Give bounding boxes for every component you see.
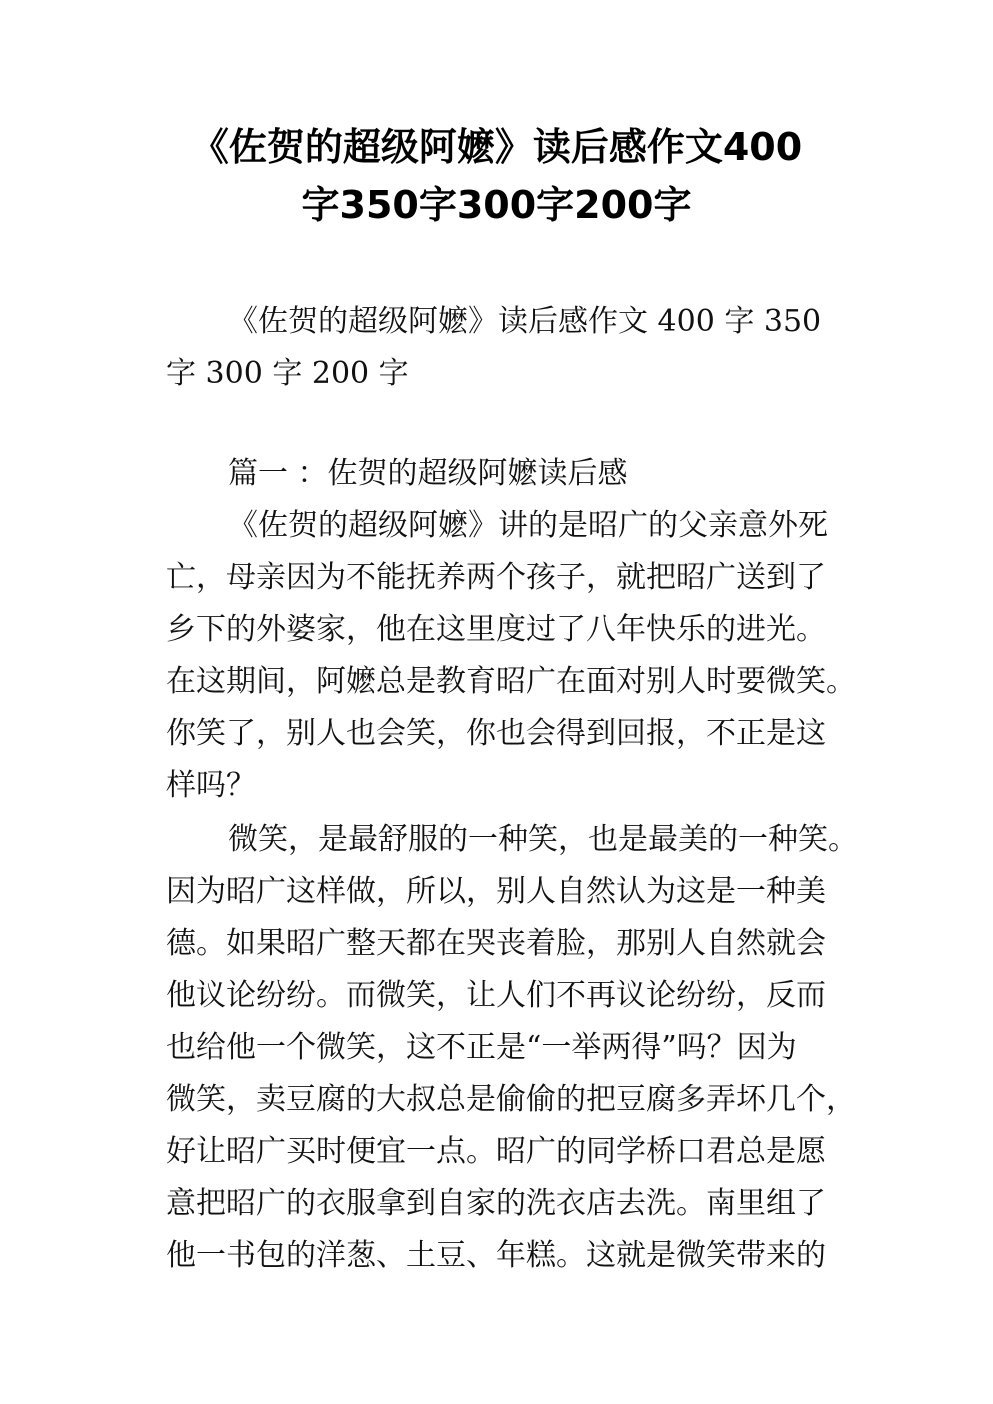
paragraph-line: 你笑了，别人也会笑，你也会得到回报，不正是这 bbox=[166, 716, 826, 751]
paragraph-line: 亡，母亲因为不能抚养两个孩子，就把昭广送到了 bbox=[166, 560, 826, 595]
paragraph-line: 乡下的外婆家，他在这里度过了八年快乐的进光。 bbox=[166, 612, 826, 647]
paragraph-2 bbox=[166, 814, 858, 1282]
paragraph-line: 微笑，卖豆腐的大叔总是偷偷的把豆腐多弄坏几个， bbox=[166, 1082, 856, 1117]
section-heading: 篇一 ：佐贺的超级阿嬷读后感 bbox=[228, 456, 628, 491]
subtitle-block bbox=[166, 296, 836, 400]
paragraph-line: 好让昭广买时便宜一点。昭广的同学桥口君总是愿 bbox=[166, 1134, 826, 1169]
paragraph-line: 《佐贺的超级阿嬷》讲的是昭广的父亲意外死 bbox=[228, 508, 828, 543]
paragraph-line: 也给他一个微笑，这不正是“一举两得”吗？因为 bbox=[166, 1030, 797, 1065]
title-line: 字350字300字200字 bbox=[301, 183, 692, 227]
subtitle-line: 《佐贺的超级阿嬷》读后感作文 400 字 350 bbox=[228, 304, 822, 339]
title-line: 《佐贺的超级阿嬷》读后感作文400 bbox=[190, 125, 803, 169]
paragraph-line: 在这期间，阿嬷总是教育昭广在面对别人时要微笑。 bbox=[166, 664, 856, 699]
section-one bbox=[166, 448, 856, 812]
paragraph-line: 因为昭广这样做，所以，别人自然认为这是一种美 bbox=[166, 874, 826, 909]
paragraph-1 bbox=[166, 500, 856, 812]
paragraph-line: 意把昭广的衣服拿到自家的洗衣店去洗。南里组了 bbox=[166, 1186, 826, 1221]
paragraph-line: 微笑，是最舒服的一种笑，也是最美的一种笑。 bbox=[228, 822, 858, 857]
paragraph-line: 样吗？ bbox=[166, 768, 256, 803]
paragraph-line: 他议论纷纷。而微笑，让人们不再议论纷纷，反而 bbox=[166, 978, 826, 1013]
subtitle-line: 字 300 字 200 字 bbox=[166, 356, 409, 391]
paragraph-line: 他一书包的洋葱、土豆、年糕。这就是微笑带来的 bbox=[166, 1238, 826, 1273]
document-title bbox=[120, 118, 873, 234]
paragraph-line: 德。如果昭广整天都在哭丧着脸，那别人自然就会 bbox=[166, 926, 826, 961]
